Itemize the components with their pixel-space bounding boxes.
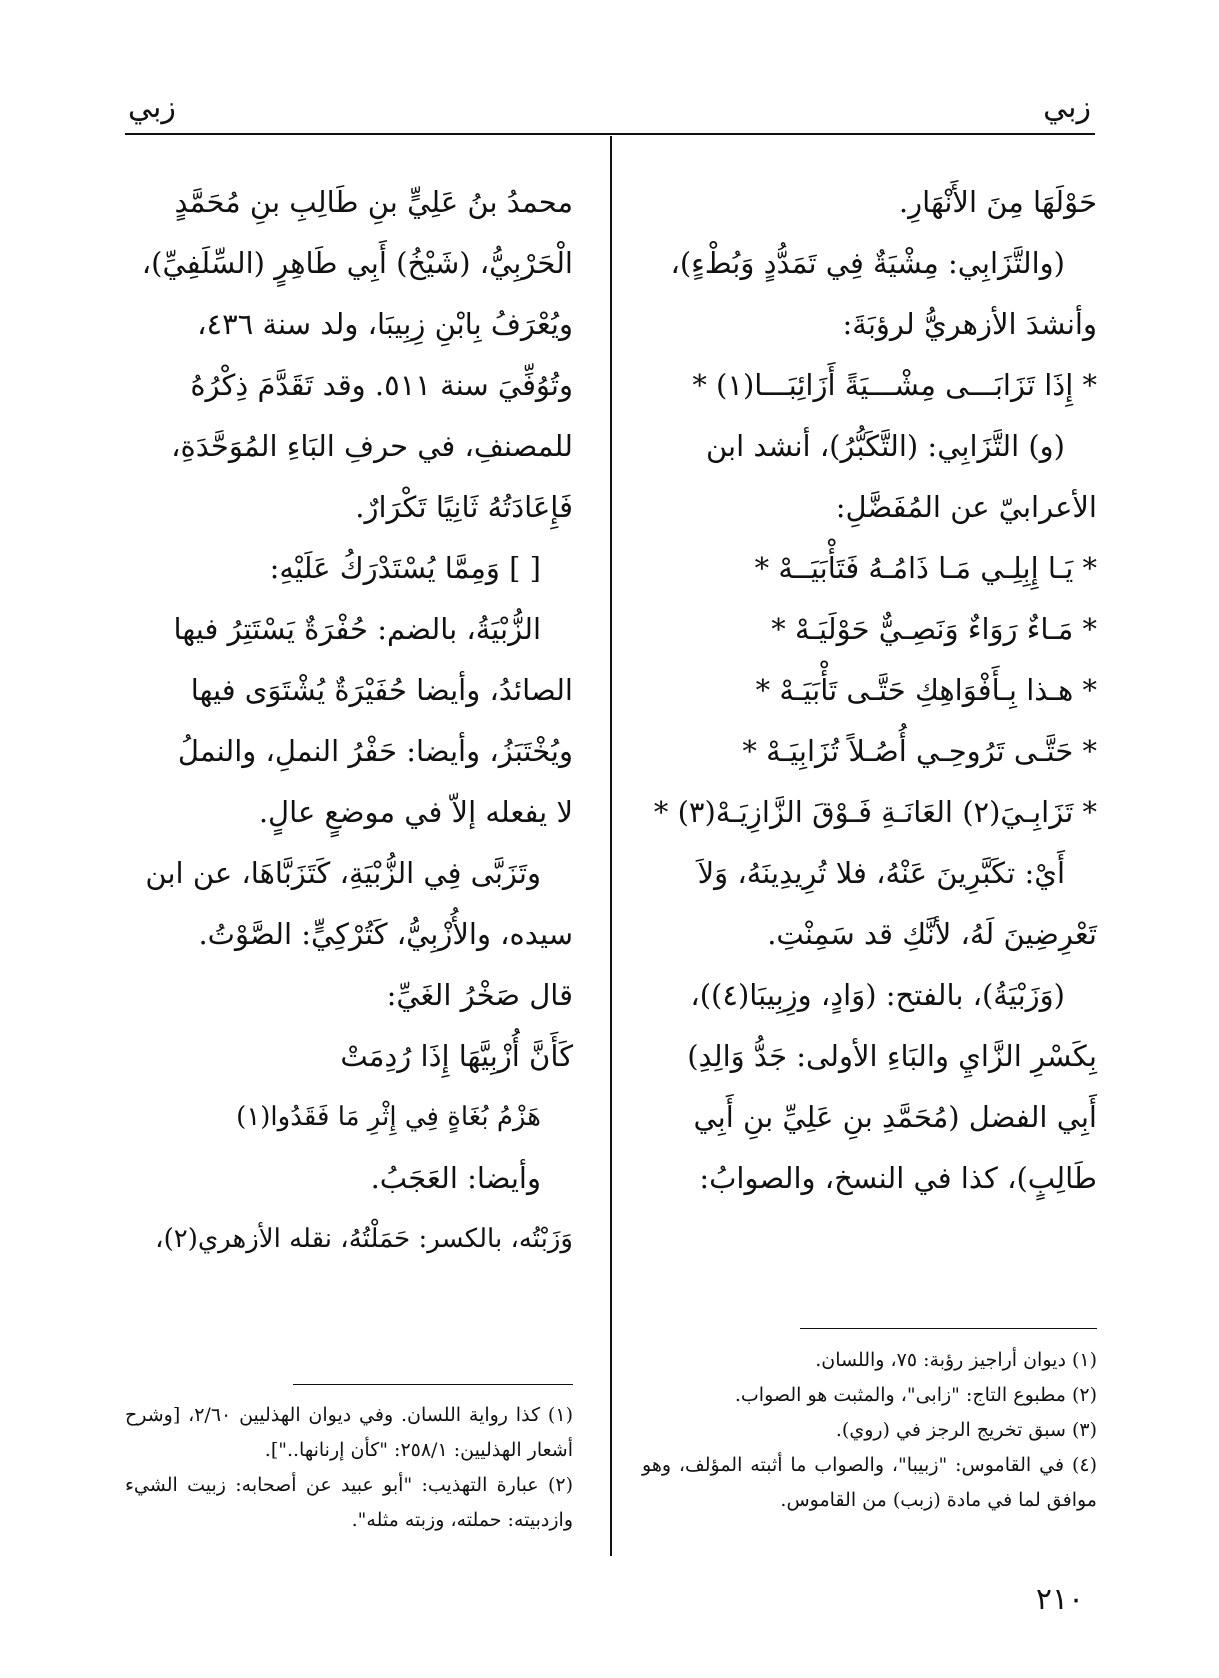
text-line: قال صَخْرُ الغَيِّ: (386, 978, 573, 1012)
verse-line: * حَتَّـى تَرُوحِـي أُصُـلاً تُزَابِيَـهْ * (742, 734, 1097, 768)
text-line: الأعرابيّ عن المُفَضَّلِ: (835, 490, 1097, 524)
text-line: وتُوُفِّيَ سنة ٥١١. وقد تَقَدَّمَ ذِكْرُهُ (190, 368, 573, 402)
text-line: وأيضا: العَجَبُ. (370, 1161, 541, 1195)
page-number: ٢١٠ (1035, 1582, 1085, 1617)
text-line: أَيْ: تكَبَّرِينَ عَنْهُ، فلا تُرِيدِينَهُ، وَلاَ (697, 856, 1065, 890)
text-line: وتَزَبَّى فِي الزُّبْيَةِ، كَتَزَبَّاهَا، عن ابن (145, 856, 541, 890)
footnote: (١) كذا رواية اللسان. وفي ديوان الهذليين ٢/٦٠، [وشرح أشعار الهذليين: ٢٥٨/١: "كأن إرنانها.."]. (125, 1404, 573, 1461)
footnote: (٣) سبق تخريج الرجز في (روي). (835, 1419, 1097, 1441)
header-rule (125, 133, 1095, 135)
text-line: سيده، والأُزْبِيُّ، كَتُرْكِيٍّ: الصَّوْتُ. (198, 917, 573, 951)
text-line: تَعْرِضِينَ لَهُ، لأنَّكِ قد سَمِنْتِ. (767, 917, 1097, 951)
text-line: طَالِبٍ)، كذا في النسخ، والصوابُ: (699, 1161, 1097, 1195)
verse-line: هَزْمُ بُغَاةٍ فِي إِثْرِ مَا فَقَدُوا(١) (236, 1102, 541, 1132)
footnote-rule-left (293, 1384, 573, 1385)
verse-line: * يَـا إِبِلِـي مَـا ذَامُـهُ فَتَأْبَيَــهْ * (754, 551, 1097, 585)
footnote: (٢) عبارة التهذيب: "أبو عبيد عن أصحابه: زبيت الشيء وازدبيته: حملته، وزبته مثله". (125, 1474, 573, 1531)
footnotes-right (642, 1343, 1097, 1518)
text-line: [ ] وَمِمَّا يُسْتَدْرَكُ عَلَيْهِ: (269, 551, 541, 585)
text-line: فَإِعَادَتُهُ ثَانِيًا تَكْرَارٌ. (355, 490, 573, 524)
text-line: الزُّبْيَةُ، بالضم: حُفْرَةٌ يَسْتَتِرُ فيها (173, 612, 541, 646)
text-line: الْحَرْبِيُّ، (شَيْخُ) أَبِي طَاهِرٍ (السِّلَفِيِّ)، (141, 246, 573, 280)
running-head-right: زبي (1043, 90, 1091, 125)
right-column (642, 172, 1097, 1209)
text-line: ويُعْرَفُ بِابْنِ زِبِيبَا، ولد سنة ٤٣٦، (197, 307, 573, 341)
text-line: (وَزَبْيَةُ)، بالفتح: (وَادٍ، وزِبِيبَا(٤))، (690, 978, 1065, 1012)
running-head-left: زبي (128, 90, 176, 125)
text-line: وأنشدَ الأزهريُّ لرؤبَةَ: (842, 307, 1097, 341)
verse-line: * مَـاءٌ رَوَاءٌ وَنَصِـيٌّ حَوْلَيَـهْ * (771, 612, 1097, 646)
text-line: أَبِي الفضل (مُحَمَّدِ بنِ عَلِيِّ بنِ أَبِي (693, 1100, 1097, 1134)
footnote-rule-right (800, 1328, 1097, 1329)
text-line: (و) التَّزَابِي: (التَّكَبُّرُ)، أنشد ابن (705, 429, 1065, 463)
text-line: محمدُ بنُ عَلِيٍّ بنِ طَالِبِ بنِ مُحَمَّدٍ (174, 185, 573, 219)
footnote: (٤) في القاموس: "زبيبا"، والصواب ما أثبته المؤلف، وهو موافق لما في مادة (زبب) من القاموس. (642, 1454, 1097, 1511)
text-line: الصائدُ، وأيضا حُفَيْرَةٌ يُشْتَوَى فيها (190, 673, 573, 707)
text-line: ويُخْتَبَزُ، وأيضا: حَفْرُ النملِ، والنملُ (177, 734, 573, 768)
text-line: للمصنفِ، في حرفِ البَاءِ المُوَحَّدَةِ، (171, 429, 573, 463)
verse-line: * تَزَابِـيَ(٢) العَانَـةِ فَـوْقَ الزَّازِيَـهْ(٣) * (653, 795, 1097, 829)
footnote: (١) ديوان أراجيز رؤبة: ٧٥، واللسان. (815, 1349, 1097, 1371)
text-line: لا يفعله إلاّ في موضعٍ عالٍ. (258, 795, 573, 829)
footnote: (٢) مطبوع التاج: "زابى"، والمثبت هو الصواب. (734, 1384, 1097, 1406)
left-column (125, 172, 573, 1270)
text-line: حَوْلَهَا مِنَ الأَنْهَارِ. (898, 185, 1097, 219)
footnotes-left (125, 1398, 573, 1538)
text-line: (والتَّزَابِي: مِشْيَةٌ فِي تَمَدُّدٍ وَبُطْءٍ)، (670, 246, 1065, 280)
verse-line: كَأَنَّ أُزْبِيَّهَا إِذَا رُدِمَتْ (340, 1039, 573, 1073)
column-divider (610, 136, 612, 1556)
verse-line: * هـذا بِـأَفْوَاهِكِ حَتَّـى تَأْبَيَـهْ * (755, 673, 1097, 707)
text-line: وَزَبْتُه، بالكسر: حَمَلْتُهُ، نقله الأزهري(٢)، (155, 1224, 573, 1254)
text-line: بِكَسْرِ الزَّايِ والبَاءِ الأولى: جَدُّ وَالِدِ) (687, 1039, 1097, 1073)
verse-line: * إِذَا تَزَابَـــى مِشْـــيَةً أَزَائِبَـــا(١) * (692, 368, 1097, 402)
